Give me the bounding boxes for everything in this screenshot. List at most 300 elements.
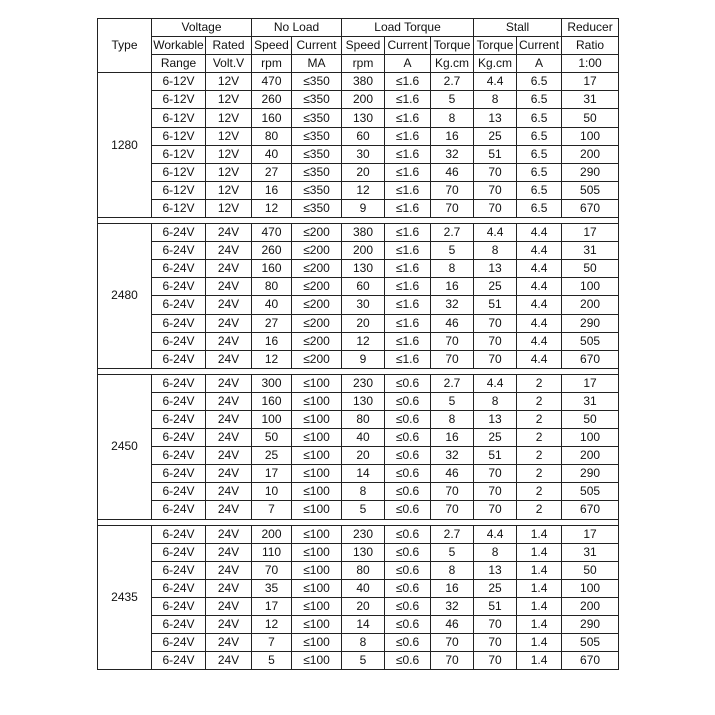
- table-row: [98, 163, 619, 181]
- table-cell: ≤0.6: [385, 483, 431, 501]
- table-cell: 27: [252, 163, 292, 181]
- table-cell: ≤100: [292, 410, 342, 428]
- table-cell: 5: [252, 652, 292, 670]
- table-cell: ≤350: [292, 199, 342, 217]
- unit-header: MA: [292, 55, 342, 73]
- table-cell: 70: [431, 483, 474, 501]
- table-cell: ≤100: [292, 543, 342, 561]
- table-cell: 32: [431, 145, 474, 163]
- table-cell: 200: [562, 296, 619, 314]
- table-cell: 10: [252, 483, 292, 501]
- table-row: [98, 109, 619, 127]
- header-row-sub: [98, 37, 619, 55]
- table-row: [98, 314, 619, 332]
- table-row: [98, 429, 619, 447]
- table-cell: 20: [342, 447, 385, 465]
- table-cell: 130: [342, 260, 385, 278]
- table-row: [98, 501, 619, 519]
- table-cell: ≤1.6: [385, 181, 431, 199]
- table-cell: 24V: [206, 224, 252, 242]
- table-row: [98, 91, 619, 109]
- table-cell: 6-24V: [152, 350, 206, 368]
- table-cell: 40: [252, 296, 292, 314]
- table-cell: 4.4: [474, 525, 517, 543]
- table-cell: ≤1.6: [385, 278, 431, 296]
- table-cell: 12V: [206, 181, 252, 199]
- table-cell: 13: [474, 410, 517, 428]
- table-cell: ≤1.6: [385, 260, 431, 278]
- type-cell: 2480: [98, 224, 152, 369]
- table-cell: 8: [474, 392, 517, 410]
- table-cell: 6-24V: [152, 429, 206, 447]
- table-cell: 24V: [206, 429, 252, 447]
- table-cell: 6-24V: [152, 392, 206, 410]
- table-cell: 20: [342, 163, 385, 181]
- table-cell: 4.4: [517, 242, 562, 260]
- table-cell: 80: [252, 127, 292, 145]
- table-cell: 4.4: [517, 260, 562, 278]
- table-cell: 2.7: [431, 374, 474, 392]
- table-cell: 12V: [206, 163, 252, 181]
- table-row: [98, 597, 619, 615]
- table-cell: 70: [431, 181, 474, 199]
- table-cell: ≤0.6: [385, 392, 431, 410]
- table-cell: 12V: [206, 109, 252, 127]
- table-cell: 1.4: [517, 543, 562, 561]
- table-cell: 17: [562, 73, 619, 91]
- table-row: [98, 296, 619, 314]
- table-row: [98, 332, 619, 350]
- table-cell: 130: [342, 392, 385, 410]
- table-cell: ≤100: [292, 579, 342, 597]
- table-cell: 12: [342, 181, 385, 199]
- table-cell: 7: [252, 634, 292, 652]
- table-cell: 24V: [206, 616, 252, 634]
- table-cell: 100: [562, 579, 619, 597]
- table-row: [98, 145, 619, 163]
- table-cell: 8: [474, 91, 517, 109]
- table-cell: 6-24V: [152, 296, 206, 314]
- table-cell: 32: [431, 447, 474, 465]
- table-cell: ≤200: [292, 242, 342, 260]
- table-cell: 70: [474, 465, 517, 483]
- load-torque-header: Load Torque: [342, 19, 474, 37]
- header-row-groups: [98, 19, 619, 37]
- table-cell: 30: [342, 296, 385, 314]
- table-cell: 6.5: [517, 199, 562, 217]
- table-cell: 70: [252, 561, 292, 579]
- table-cell: 24V: [206, 392, 252, 410]
- table-cell: 12V: [206, 73, 252, 91]
- table-cell: 31: [562, 543, 619, 561]
- table-cell: 31: [562, 392, 619, 410]
- table-cell: 505: [562, 332, 619, 350]
- table-cell: ≤0.6: [385, 616, 431, 634]
- table-cell: ≤0.6: [385, 429, 431, 447]
- table-cell: 200: [562, 597, 619, 615]
- table-cell: 9: [342, 350, 385, 368]
- table-cell: 1.4: [517, 579, 562, 597]
- table-row: [98, 616, 619, 634]
- table-cell: 25: [252, 447, 292, 465]
- table-cell: ≤100: [292, 652, 342, 670]
- table-cell: 6.5: [517, 73, 562, 91]
- table-cell: 12: [252, 199, 292, 217]
- stall-header: Stall: [474, 19, 562, 37]
- type-cell: 2450: [98, 374, 152, 519]
- table-cell: 80: [252, 278, 292, 296]
- table-cell: 2: [517, 501, 562, 519]
- table-cell: 6-12V: [152, 109, 206, 127]
- table-cell: 505: [562, 634, 619, 652]
- table-cell: ≤100: [292, 465, 342, 483]
- table-cell: 505: [562, 181, 619, 199]
- table-cell: 5: [431, 242, 474, 260]
- table-cell: 200: [562, 145, 619, 163]
- table-cell: 6-12V: [152, 73, 206, 91]
- table-cell: 30: [342, 145, 385, 163]
- table-cell: 505: [562, 483, 619, 501]
- table-cell: 6-24V: [152, 525, 206, 543]
- table-cell: 16: [252, 181, 292, 199]
- table-cell: ≤200: [292, 260, 342, 278]
- table-cell: 100: [252, 410, 292, 428]
- table-cell: ≤100: [292, 597, 342, 615]
- table-cell: 70: [474, 199, 517, 217]
- table-cell: 51: [474, 597, 517, 615]
- table-cell: 60: [342, 278, 385, 296]
- table-cell: 12V: [206, 91, 252, 109]
- table-cell: ≤100: [292, 525, 342, 543]
- table-row: [98, 350, 619, 368]
- table-cell: 24V: [206, 543, 252, 561]
- no-load-header: No Load: [252, 19, 342, 37]
- table-cell: 14: [342, 616, 385, 634]
- table-cell: 51: [474, 296, 517, 314]
- table-cell: ≤1.6: [385, 314, 431, 332]
- table-cell: 24V: [206, 561, 252, 579]
- table-cell: 70: [474, 163, 517, 181]
- table-cell: ≤100: [292, 429, 342, 447]
- table-cell: 470: [252, 73, 292, 91]
- table-cell: 160: [252, 260, 292, 278]
- table-cell: ≤100: [292, 374, 342, 392]
- table-cell: ≤1.6: [385, 242, 431, 260]
- table-cell: 70: [474, 332, 517, 350]
- voltage-header: Voltage: [152, 19, 252, 37]
- table-cell: ≤200: [292, 278, 342, 296]
- table-cell: 70: [474, 652, 517, 670]
- table-cell: ≤1.6: [385, 199, 431, 217]
- table-cell: ≤1.6: [385, 127, 431, 145]
- table-cell: 4.4: [517, 296, 562, 314]
- table-cell: 5: [431, 543, 474, 561]
- table-cell: ≤1.6: [385, 296, 431, 314]
- table-row: [98, 260, 619, 278]
- table-cell: 2: [517, 429, 562, 447]
- table-cell: 6-24V: [152, 278, 206, 296]
- table-cell: ≤1.6: [385, 91, 431, 109]
- table-cell: 670: [562, 652, 619, 670]
- table-row: [98, 73, 619, 91]
- sub-header: Current: [517, 37, 562, 55]
- table-cell: 100: [562, 429, 619, 447]
- table-cell: 160: [252, 109, 292, 127]
- table-cell: 46: [431, 314, 474, 332]
- table-row: [98, 242, 619, 260]
- table-row: [98, 127, 619, 145]
- table-cell: 2.7: [431, 224, 474, 242]
- table-cell: 24V: [206, 350, 252, 368]
- table-cell: 6-24V: [152, 374, 206, 392]
- table-cell: 25: [474, 127, 517, 145]
- table-cell: ≤100: [292, 616, 342, 634]
- table-cell: ≤1.6: [385, 332, 431, 350]
- table-cell: 13: [474, 260, 517, 278]
- table-cell: 6-12V: [152, 91, 206, 109]
- table-cell: 8: [431, 109, 474, 127]
- table-cell: 24V: [206, 314, 252, 332]
- table-cell: 16: [252, 332, 292, 350]
- table-cell: 200: [252, 525, 292, 543]
- table-cell: 100: [562, 127, 619, 145]
- table-cell: 100: [562, 278, 619, 296]
- table-cell: 70: [474, 616, 517, 634]
- table-cell: ≤200: [292, 224, 342, 242]
- table-cell: 200: [342, 242, 385, 260]
- table-cell: 6-24V: [152, 579, 206, 597]
- motor-spec-table: [97, 18, 619, 670]
- table-cell: 4.4: [517, 332, 562, 350]
- table-row: [98, 579, 619, 597]
- table-cell: ≤1.6: [385, 109, 431, 127]
- table-row: [98, 483, 619, 501]
- table-cell: 6-24V: [152, 634, 206, 652]
- table-cell: 4.4: [474, 224, 517, 242]
- sub-header: Current: [385, 37, 431, 55]
- unit-header: rpm: [252, 55, 292, 73]
- unit-header: Kg.cm: [431, 55, 474, 73]
- unit-header: Volt.V: [206, 55, 252, 73]
- table-cell: 2: [517, 392, 562, 410]
- table-cell: 1.4: [517, 652, 562, 670]
- sub-header: Speed: [252, 37, 292, 55]
- table-cell: ≤0.6: [385, 447, 431, 465]
- table-cell: 2: [517, 483, 562, 501]
- table-cell: 24V: [206, 465, 252, 483]
- table-row: [98, 224, 619, 242]
- table-cell: ≤200: [292, 296, 342, 314]
- table-cell: 230: [342, 374, 385, 392]
- table-cell: ≤0.6: [385, 543, 431, 561]
- table-cell: 670: [562, 199, 619, 217]
- table-cell: 1.4: [517, 597, 562, 615]
- table-cell: 9: [342, 199, 385, 217]
- table-cell: 670: [562, 501, 619, 519]
- table-cell: ≤200: [292, 314, 342, 332]
- table-cell: 1.4: [517, 525, 562, 543]
- table-cell: ≤0.6: [385, 465, 431, 483]
- table-cell: ≤1.6: [385, 73, 431, 91]
- table-cell: 17: [562, 525, 619, 543]
- reducer-header: Reducer: [562, 19, 619, 37]
- table-cell: 24V: [206, 447, 252, 465]
- table-cell: 24V: [206, 652, 252, 670]
- table-row: [98, 199, 619, 217]
- table-cell: 51: [474, 145, 517, 163]
- table-cell: 70: [474, 314, 517, 332]
- table-cell: 70: [431, 652, 474, 670]
- table-row: [98, 392, 619, 410]
- table-cell: 25: [474, 429, 517, 447]
- table-cell: 24V: [206, 242, 252, 260]
- table-cell: 6-24V: [152, 260, 206, 278]
- table-cell: 260: [252, 242, 292, 260]
- table-cell: 70: [474, 350, 517, 368]
- table-cell: 17: [252, 465, 292, 483]
- table-cell: 13: [474, 561, 517, 579]
- table-cell: 290: [562, 465, 619, 483]
- table-cell: 50: [562, 561, 619, 579]
- table-cell: 24V: [206, 332, 252, 350]
- table-cell: 25: [474, 278, 517, 296]
- table-row: [98, 525, 619, 543]
- table-cell: 8: [474, 242, 517, 260]
- table-cell: 6-24V: [152, 465, 206, 483]
- table-cell: 24V: [206, 525, 252, 543]
- table-cell: 31: [562, 242, 619, 260]
- table-cell: 24V: [206, 597, 252, 615]
- table-cell: 6-24V: [152, 242, 206, 260]
- sub-header: Ratio: [562, 37, 619, 55]
- table-cell: 1.4: [517, 616, 562, 634]
- table-cell: 24V: [206, 296, 252, 314]
- sub-header: Rated: [206, 37, 252, 55]
- table-cell: 8: [342, 634, 385, 652]
- unit-header: A: [385, 55, 431, 73]
- table-cell: 17: [562, 224, 619, 242]
- table-cell: 380: [342, 224, 385, 242]
- table-cell: 24V: [206, 410, 252, 428]
- table-cell: 51: [474, 447, 517, 465]
- table-cell: 14: [342, 465, 385, 483]
- table-cell: 12: [252, 350, 292, 368]
- table-cell: 80: [342, 561, 385, 579]
- table-cell: ≤1.6: [385, 350, 431, 368]
- table-cell: 5: [431, 91, 474, 109]
- table-cell: ≤0.6: [385, 634, 431, 652]
- unit-header: A: [517, 55, 562, 73]
- table-cell: ≤350: [292, 109, 342, 127]
- table-cell: 50: [562, 260, 619, 278]
- table-cell: 6-24V: [152, 314, 206, 332]
- table-cell: ≤100: [292, 561, 342, 579]
- type-header: Type: [98, 19, 152, 73]
- sub-header: Current: [292, 37, 342, 55]
- table-cell: 2: [517, 374, 562, 392]
- table-cell: 32: [431, 597, 474, 615]
- table-cell: 6-12V: [152, 145, 206, 163]
- table-cell: ≤1.6: [385, 163, 431, 181]
- table-row: [98, 447, 619, 465]
- table-cell: ≤0.6: [385, 579, 431, 597]
- table-cell: 6.5: [517, 145, 562, 163]
- table-cell: 6.5: [517, 109, 562, 127]
- table-cell: 17: [252, 597, 292, 615]
- table-cell: ≤0.6: [385, 525, 431, 543]
- table-cell: 300: [252, 374, 292, 392]
- table-cell: 24V: [206, 483, 252, 501]
- table-cell: 12V: [206, 127, 252, 145]
- table-cell: ≤200: [292, 332, 342, 350]
- table-cell: ≤350: [292, 127, 342, 145]
- table-cell: 24V: [206, 278, 252, 296]
- table-cell: 40: [252, 145, 292, 163]
- table-cell: 260: [252, 91, 292, 109]
- table-cell: 6-12V: [152, 127, 206, 145]
- table-cell: 290: [562, 616, 619, 634]
- table-cell: ≤350: [292, 73, 342, 91]
- table-row: [98, 410, 619, 428]
- table-cell: ≤0.6: [385, 652, 431, 670]
- table-cell: 670: [562, 350, 619, 368]
- table-cell: 1.4: [517, 634, 562, 652]
- table-cell: 8: [342, 483, 385, 501]
- table-row: [98, 634, 619, 652]
- table-row: [98, 181, 619, 199]
- table-cell: 6.5: [517, 127, 562, 145]
- table-cell: 6-24V: [152, 410, 206, 428]
- table-cell: 12: [252, 616, 292, 634]
- table-cell: 32: [431, 296, 474, 314]
- table-cell: 27: [252, 314, 292, 332]
- table-cell: 13: [474, 109, 517, 127]
- table-cell: 20: [342, 314, 385, 332]
- table-cell: 6-12V: [152, 199, 206, 217]
- table-cell: ≤0.6: [385, 410, 431, 428]
- table-cell: 24V: [206, 260, 252, 278]
- table-cell: 40: [342, 579, 385, 597]
- table-row: [98, 652, 619, 670]
- table-cell: 230: [342, 525, 385, 543]
- table-cell: 4.4: [517, 278, 562, 296]
- table-row: [98, 561, 619, 579]
- table-cell: 5: [431, 392, 474, 410]
- sub-header: Speed: [342, 37, 385, 55]
- table-cell: 6-24V: [152, 501, 206, 519]
- table-cell: 8: [474, 543, 517, 561]
- table-cell: 1.4: [517, 561, 562, 579]
- table-cell: 4.4: [474, 374, 517, 392]
- table-cell: 31: [562, 91, 619, 109]
- table-cell: 4.4: [517, 224, 562, 242]
- table-cell: 70: [431, 501, 474, 519]
- table-cell: 70: [474, 634, 517, 652]
- table-cell: 70: [474, 501, 517, 519]
- table-cell: 160: [252, 392, 292, 410]
- table-cell: 4.4: [517, 350, 562, 368]
- table-cell: 8: [431, 410, 474, 428]
- table-cell: ≤350: [292, 181, 342, 199]
- table-cell: 6-24V: [152, 543, 206, 561]
- table-cell: 470: [252, 224, 292, 242]
- table-cell: 16: [431, 579, 474, 597]
- table-cell: 17: [562, 374, 619, 392]
- unit-header: rpm: [342, 55, 385, 73]
- table-cell: 8: [431, 561, 474, 579]
- table-cell: ≤0.6: [385, 561, 431, 579]
- table-cell: 110: [252, 543, 292, 561]
